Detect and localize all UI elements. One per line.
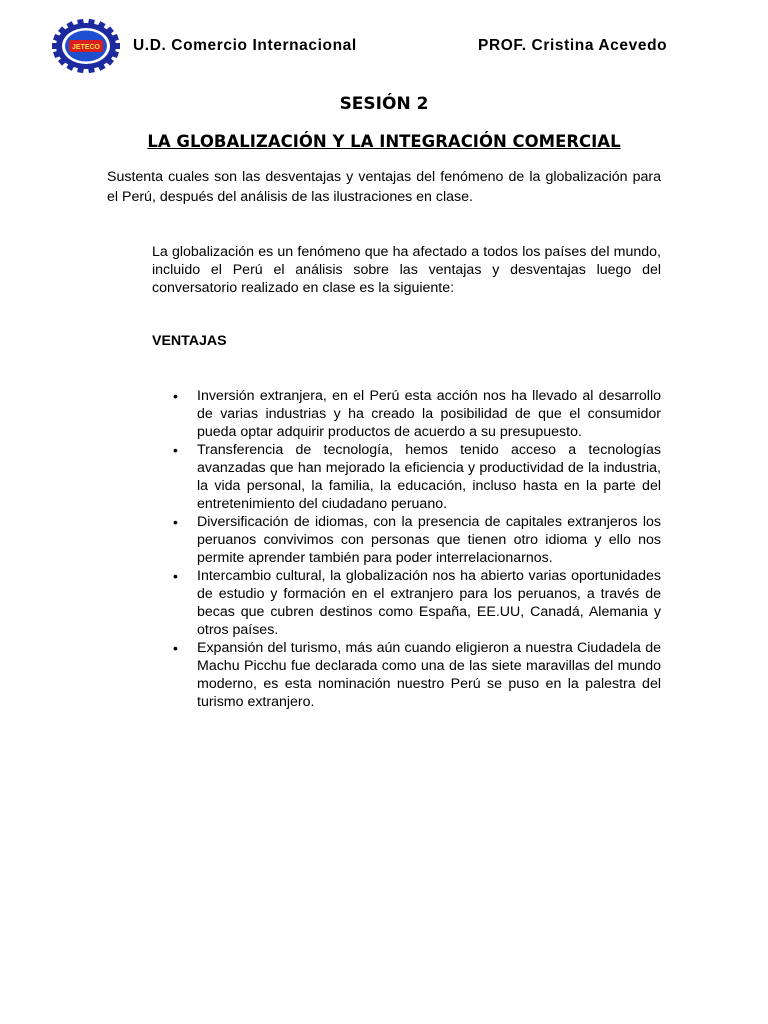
list-item-text: Intercambio cultural, la globalización nos ha abierto varias oportunidades de estudio y formación en el extranjero para los peruanos, a través de becas que cubren destinos como España, EE.UU, Canadá, Alemania y otros países. xyxy=(197,568,661,638)
logo-text: JETECO xyxy=(71,44,101,51)
list-item-text: Inversión extranjera, en el Perú esta acción nos ha llevado al desarrollo de varias industrias y ha creado la posibilidad de que el consumidor pueda optar adquirir productos de acuerdo a su presupuesto. xyxy=(197,388,661,440)
list-item-text: Diversificación de idiomas, con la presencia de capitales extranjeros los peruanos convivimos con personas que tienen otro idioma y ello nos permite aprender también para poder interrelacionarnos. xyxy=(197,514,661,566)
session-title: SESIÓN 2 xyxy=(339,94,429,114)
list-item xyxy=(152,441,661,513)
bullet-icon: • xyxy=(173,514,178,530)
instruction-paragraph: Sustenta cuales son las desventajas y ventajas del fenómeno de la globalización para el Perú, después del análisis de las ilustraciones en clase. xyxy=(107,169,661,205)
bullet-icon: • xyxy=(173,442,178,458)
professor-name: PROF. Cristina Acevedo xyxy=(478,37,668,54)
list-item xyxy=(152,513,661,567)
bullet-icon: • xyxy=(173,388,178,404)
list-item xyxy=(152,639,661,711)
list-item-text: Expansión del turismo, más aún cuando eligieron a nuestra Ciudadela de Machu Picchu fue declarada como una de las siete maravillas del mundo moderno, es esta nominación nuestro Perú se puso en la palestra del turismo extranjero. xyxy=(197,640,661,710)
intro-paragraph: La globalización es un fenómeno que ha afectado a todos los países del mundo, incluido el Perú el análisis sobre las ventajas y desventajas luego del conversatorio realizado en clase es la siguiente: xyxy=(152,244,661,296)
ventajas-heading: VENTAJAS xyxy=(152,333,227,349)
list-item xyxy=(152,567,661,639)
main-title: LA GLOBALIZACIÓN Y LA INTEGRACIÓN COMERCIAL xyxy=(147,132,621,151)
institution-logo-icon xyxy=(50,18,122,74)
advantages-list xyxy=(152,387,661,711)
unit-name: U.D. Comercio Internacional xyxy=(133,37,357,54)
bullet-icon: • xyxy=(173,568,178,584)
list-item xyxy=(152,387,661,441)
bullet-icon: • xyxy=(173,640,178,656)
list-item-text: Transferencia de tecnología, hemos tenido acceso a tecnologías avanzadas que han mejorado la eficiencia y productividad de la industria, la vida personal, la familia, la educación, incluso hasta en la parte del entretenimiento del ciudadano peruano. xyxy=(197,442,661,512)
